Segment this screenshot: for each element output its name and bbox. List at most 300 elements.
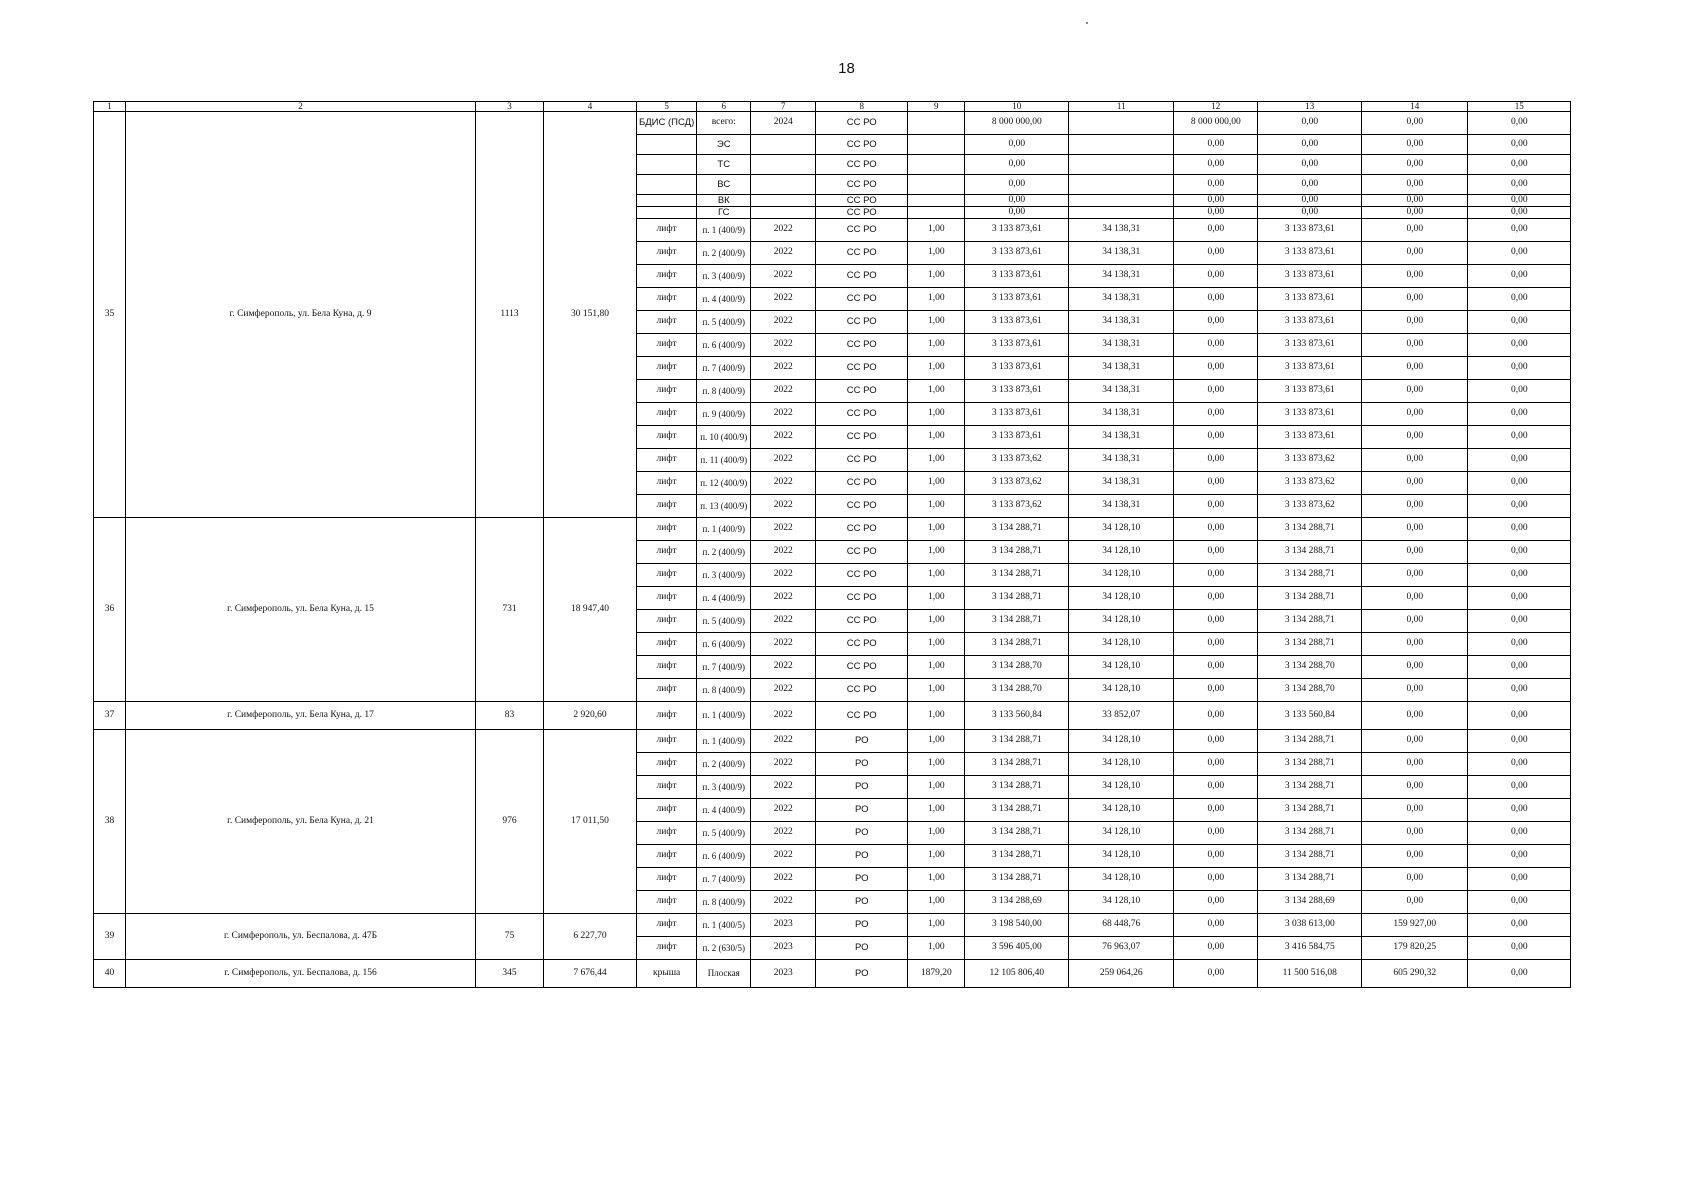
funding-source: СС РО [816, 426, 908, 449]
year: 2022 [751, 564, 816, 587]
volume: 1,00 [908, 633, 965, 656]
unit-cost: 34 138,31 [1069, 449, 1174, 472]
work-detail: всего: [697, 112, 751, 135]
year [751, 195, 816, 207]
building-area: 7 676,44 [544, 960, 637, 988]
cost-col14: 0,00 [1362, 219, 1468, 242]
volume: 1,00 [908, 518, 965, 541]
cost-total: 3 134 288,71 [965, 753, 1069, 776]
work-type: лифт [637, 403, 697, 426]
volume: 1,00 [908, 334, 965, 357]
year: 2023 [751, 960, 816, 988]
cost-col12: 0,00 [1174, 845, 1258, 868]
cost-total: 3 134 288,71 [965, 633, 1069, 656]
work-detail: п. 6 (400/9) [697, 334, 751, 357]
cost-col14: 0,00 [1362, 799, 1468, 822]
cost-col12: 0,00 [1174, 587, 1258, 610]
work-type: лифт [637, 799, 697, 822]
cost-col12: 0,00 [1174, 610, 1258, 633]
building-area: 18 947,40 [544, 518, 637, 702]
cost-col12: 0,00 [1174, 702, 1258, 730]
cost-col13: 3 133 873,61 [1258, 403, 1362, 426]
cost-total: 3 133 873,61 [965, 265, 1069, 288]
cost-col14: 0,00 [1362, 403, 1468, 426]
year: 2022 [751, 495, 816, 518]
volume: 1,00 [908, 891, 965, 914]
cost-col13: 3 416 584,75 [1258, 937, 1362, 960]
work-detail: п. 9 (400/9) [697, 403, 751, 426]
funding-source: СС РО [816, 679, 908, 702]
building-address: г. Симферополь, ул. Бела Куна, д. 17 [126, 702, 476, 730]
cost-col12: 0,00 [1174, 730, 1258, 753]
work-detail: п. 1 (400/9) [697, 702, 751, 730]
work-detail: п. 3 (400/9) [697, 564, 751, 587]
work-type: лифт [637, 822, 697, 845]
cost-total: 0,00 [965, 155, 1069, 175]
year: 2022 [751, 868, 816, 891]
year [751, 135, 816, 155]
cost-col15: 0,00 [1468, 914, 1571, 937]
cost-col14: 0,00 [1362, 776, 1468, 799]
cost-col15: 0,00 [1468, 195, 1571, 207]
volume: 1,00 [908, 799, 965, 822]
volume: 1,00 [908, 311, 965, 334]
year: 2022 [751, 822, 816, 845]
cost-col12: 0,00 [1174, 937, 1258, 960]
work-type: лифт [637, 610, 697, 633]
cost-total: 3 134 288,71 [965, 822, 1069, 845]
unit-cost: 34 128,10 [1069, 730, 1174, 753]
cost-col15: 0,00 [1468, 633, 1571, 656]
cost-col13: 3 134 288,71 [1258, 799, 1362, 822]
cost-col12: 0,00 [1174, 914, 1258, 937]
work-detail: п. 2 (400/9) [697, 541, 751, 564]
work-type: лифт [637, 587, 697, 610]
col-header: 2 [126, 102, 476, 112]
year: 2022 [751, 219, 816, 242]
table-row [94, 960, 1571, 988]
cost-total: 3 134 288,71 [965, 587, 1069, 610]
cost-col12: 0,00 [1174, 753, 1258, 776]
cost-total: 3 198 540,00 [965, 914, 1069, 937]
unit-cost [1069, 135, 1174, 155]
cost-total: 3 134 288,71 [965, 518, 1069, 541]
funding-source: СС РО [816, 155, 908, 175]
cost-col15: 0,00 [1468, 891, 1571, 914]
cost-col14: 0,00 [1362, 610, 1468, 633]
cost-col13: 11 500 516,08 [1258, 960, 1362, 988]
volume: 1,00 [908, 730, 965, 753]
work-type: лифт [637, 495, 697, 518]
unit-cost [1069, 112, 1174, 135]
cost-col14: 0,00 [1362, 265, 1468, 288]
col-header: 14 [1362, 102, 1468, 112]
unit-cost: 34 128,10 [1069, 587, 1174, 610]
cost-total: 0,00 [965, 207, 1069, 219]
cost-total: 12 105 806,40 [965, 960, 1069, 988]
cost-col15: 0,00 [1468, 472, 1571, 495]
volume: 1,00 [908, 845, 965, 868]
funding-source: СС РО [816, 518, 908, 541]
cost-total: 3 134 288,71 [965, 564, 1069, 587]
funding-source: СС РО [816, 207, 908, 219]
volume: 1,00 [908, 495, 965, 518]
funding-source: СС РО [816, 587, 908, 610]
cost-col13: 3 133 873,61 [1258, 242, 1362, 265]
cost-col13: 3 133 873,61 [1258, 311, 1362, 334]
cost-col13: 3 134 288,70 [1258, 679, 1362, 702]
funding-source: РО [816, 845, 908, 868]
building-area: 2 920,60 [544, 702, 637, 730]
year: 2022 [751, 845, 816, 868]
work-type: лифт [637, 288, 697, 311]
cost-col14: 179 820,25 [1362, 937, 1468, 960]
cost-col12: 0,00 [1174, 472, 1258, 495]
work-type: лифт [637, 891, 697, 914]
unit-cost: 34 138,31 [1069, 265, 1174, 288]
cost-col13: 0,00 [1258, 195, 1362, 207]
work-type: лифт [637, 656, 697, 679]
scan-speck [1086, 22, 1088, 24]
cost-col13: 0,00 [1258, 135, 1362, 155]
funding-source: СС РО [816, 288, 908, 311]
volume: 1,00 [908, 702, 965, 730]
apartments-count: 83 [476, 702, 544, 730]
funding-source: РО [816, 914, 908, 937]
cost-total: 3 133 873,61 [965, 288, 1069, 311]
cost-col15: 0,00 [1468, 219, 1571, 242]
building-area: 30 151,80 [544, 112, 637, 518]
year: 2022 [751, 334, 816, 357]
cost-col14: 0,00 [1362, 112, 1468, 135]
volume: 1,00 [908, 587, 965, 610]
cost-total: 3 134 288,71 [965, 868, 1069, 891]
work-detail: п. 1 (400/9) [697, 518, 751, 541]
cost-col12: 0,00 [1174, 403, 1258, 426]
cost-total: 3 134 288,71 [965, 776, 1069, 799]
volume [908, 155, 965, 175]
col-header: 12 [1174, 102, 1258, 112]
work-type: лифт [637, 357, 697, 380]
year: 2023 [751, 937, 816, 960]
cost-col15: 0,00 [1468, 541, 1571, 564]
cost-col14: 0,00 [1362, 195, 1468, 207]
work-type: лифт [637, 914, 697, 937]
building-area: 6 227,70 [544, 914, 637, 960]
volume: 1,00 [908, 288, 965, 311]
cost-total: 0,00 [965, 135, 1069, 155]
cost-col14: 605 290,32 [1362, 960, 1468, 988]
unit-cost: 34 128,10 [1069, 679, 1174, 702]
work-type: лифт [637, 334, 697, 357]
cost-col12: 0,00 [1174, 265, 1258, 288]
year: 2022 [751, 357, 816, 380]
cost-col12: 0,00 [1174, 449, 1258, 472]
cost-col13: 3 134 288,71 [1258, 564, 1362, 587]
funding-source: СС РО [816, 219, 908, 242]
volume: 1,00 [908, 610, 965, 633]
cost-col15: 0,00 [1468, 380, 1571, 403]
volume: 1879,20 [908, 960, 965, 988]
cost-col13: 0,00 [1258, 175, 1362, 195]
unit-cost: 34 138,31 [1069, 311, 1174, 334]
cost-col12: 0,00 [1174, 334, 1258, 357]
work-detail: п. 8 (400/9) [697, 380, 751, 403]
cost-col15: 0,00 [1468, 288, 1571, 311]
year: 2022 [751, 426, 816, 449]
work-detail: п. 4 (400/9) [697, 587, 751, 610]
cost-col13: 3 133 873,62 [1258, 449, 1362, 472]
cost-total: 3 134 288,71 [965, 845, 1069, 868]
cost-col14: 0,00 [1362, 426, 1468, 449]
funding-source: СС РО [816, 311, 908, 334]
cost-total: 3 134 288,71 [965, 610, 1069, 633]
work-type: крыша [637, 960, 697, 988]
cost-col13: 3 134 288,71 [1258, 776, 1362, 799]
work-detail: п. 7 (400/9) [697, 868, 751, 891]
cost-col14: 0,00 [1362, 891, 1468, 914]
row-number: 39 [94, 914, 126, 960]
cost-col12: 0,00 [1174, 541, 1258, 564]
work-detail: п. 10 (400/9) [697, 426, 751, 449]
cost-col14: 0,00 [1362, 679, 1468, 702]
funding-source: СС РО [816, 357, 908, 380]
cost-col14: 0,00 [1362, 380, 1468, 403]
year: 2022 [751, 449, 816, 472]
volume: 1,00 [908, 914, 965, 937]
year: 2022 [751, 799, 816, 822]
year: 2022 [751, 891, 816, 914]
volume: 1,00 [908, 868, 965, 891]
col-header: 1 [94, 102, 126, 112]
funding-source: СС РО [816, 702, 908, 730]
apartments-count: 75 [476, 914, 544, 960]
table-row [94, 518, 1571, 541]
cost-col15: 0,00 [1468, 155, 1571, 175]
year: 2022 [751, 753, 816, 776]
year: 2022 [751, 518, 816, 541]
work-detail: п. 13 (400/9) [697, 495, 751, 518]
year: 2022 [751, 472, 816, 495]
volume [908, 195, 965, 207]
cost-col14: 0,00 [1362, 518, 1468, 541]
cost-col13: 3 133 873,61 [1258, 219, 1362, 242]
cost-col14: 0,00 [1362, 242, 1468, 265]
work-detail: п. 2 (630/5) [697, 937, 751, 960]
volume [908, 175, 965, 195]
work-detail: п. 6 (400/9) [697, 845, 751, 868]
funding-source: РО [816, 776, 908, 799]
cost-col14: 0,00 [1362, 822, 1468, 845]
cost-total: 3 133 873,61 [965, 403, 1069, 426]
cost-col15: 0,00 [1468, 495, 1571, 518]
cost-total: 3 134 288,69 [965, 891, 1069, 914]
unit-cost: 259 064,26 [1069, 960, 1174, 988]
cost-col13: 3 133 873,62 [1258, 472, 1362, 495]
funding-source: РО [816, 822, 908, 845]
unit-cost: 34 138,31 [1069, 219, 1174, 242]
funding-source: СС РО [816, 449, 908, 472]
volume: 1,00 [908, 679, 965, 702]
cost-col13: 3 134 288,71 [1258, 730, 1362, 753]
cost-col14: 0,00 [1362, 288, 1468, 311]
cost-col12: 0,00 [1174, 633, 1258, 656]
cost-col14: 0,00 [1362, 564, 1468, 587]
building-address: г. Симферополь, ул. Беспалова, д. 47Б [126, 914, 476, 960]
volume [908, 112, 965, 135]
cost-col14: 0,00 [1362, 730, 1468, 753]
work-type: лифт [637, 541, 697, 564]
cost-total: 3 133 873,61 [965, 219, 1069, 242]
unit-cost: 34 128,10 [1069, 868, 1174, 891]
work-type: лифт [637, 633, 697, 656]
cost-total: 3 133 873,61 [965, 357, 1069, 380]
cost-total: 3 133 560,84 [965, 702, 1069, 730]
cost-total: 3 133 873,62 [965, 495, 1069, 518]
cost-col14: 0,00 [1362, 357, 1468, 380]
cost-total: 3 133 873,61 [965, 334, 1069, 357]
unit-cost [1069, 195, 1174, 207]
cost-col15: 0,00 [1468, 679, 1571, 702]
cost-total: 0,00 [965, 175, 1069, 195]
work-detail: п. 3 (400/9) [697, 265, 751, 288]
col-header: 9 [908, 102, 965, 112]
cost-col12: 0,00 [1174, 799, 1258, 822]
cost-col12: 0,00 [1174, 891, 1258, 914]
building-address: г. Симферополь, ул. Бела Куна, д. 15 [126, 518, 476, 702]
row-number: 40 [94, 960, 126, 988]
work-type: лифт [637, 426, 697, 449]
unit-cost: 34 138,31 [1069, 472, 1174, 495]
unit-cost: 33 852,07 [1069, 702, 1174, 730]
cost-col12: 0,00 [1174, 495, 1258, 518]
unit-cost: 34 138,31 [1069, 380, 1174, 403]
cost-col15: 0,00 [1468, 730, 1571, 753]
cost-col12: 0,00 [1174, 135, 1258, 155]
table-row [94, 730, 1571, 753]
year: 2023 [751, 914, 816, 937]
work-type: лифт [637, 679, 697, 702]
work-type: лифт [637, 776, 697, 799]
unit-cost: 34 128,10 [1069, 891, 1174, 914]
funding-source: РО [816, 753, 908, 776]
cost-col15: 0,00 [1468, 311, 1571, 334]
work-type: лифт [637, 702, 697, 730]
cost-col12: 0,00 [1174, 311, 1258, 334]
table-row [94, 702, 1571, 730]
cost-col12: 0,00 [1174, 776, 1258, 799]
work-detail: п. 5 (400/9) [697, 822, 751, 845]
work-detail: ГС [697, 207, 751, 219]
cost-col13: 3 134 288,71 [1258, 633, 1362, 656]
funding-source: СС РО [816, 610, 908, 633]
volume: 1,00 [908, 776, 965, 799]
work-type [637, 195, 697, 207]
cost-col12: 0,00 [1174, 288, 1258, 311]
col-header: 7 [751, 102, 816, 112]
row-number: 35 [94, 112, 126, 518]
work-type: лифт [637, 242, 697, 265]
volume [908, 207, 965, 219]
volume: 1,00 [908, 265, 965, 288]
funding-source: РО [816, 891, 908, 914]
unit-cost [1069, 155, 1174, 175]
year: 2022 [751, 242, 816, 265]
volume: 1,00 [908, 564, 965, 587]
apartments-count: 345 [476, 960, 544, 988]
cost-col14: 0,00 [1362, 449, 1468, 472]
work-type: лифт [637, 472, 697, 495]
unit-cost: 34 138,31 [1069, 334, 1174, 357]
cost-col14: 0,00 [1362, 311, 1468, 334]
cost-col14: 0,00 [1362, 135, 1468, 155]
year: 2022 [751, 730, 816, 753]
cost-col12: 0,00 [1174, 822, 1258, 845]
year: 2022 [751, 776, 816, 799]
apartments-count: 976 [476, 730, 544, 914]
cost-col13: 3 134 288,69 [1258, 891, 1362, 914]
cost-col15: 0,00 [1468, 242, 1571, 265]
work-detail: п. 2 (400/9) [697, 242, 751, 265]
unit-cost: 34 138,31 [1069, 242, 1174, 265]
unit-cost: 34 128,10 [1069, 753, 1174, 776]
funding-source: СС РО [816, 403, 908, 426]
unit-cost [1069, 175, 1174, 195]
work-detail: п. 4 (400/9) [697, 288, 751, 311]
unit-cost: 34 128,10 [1069, 541, 1174, 564]
funding-source: СС РО [816, 541, 908, 564]
cost-col15: 0,00 [1468, 753, 1571, 776]
cost-col13: 3 134 288,71 [1258, 587, 1362, 610]
cost-col13: 3 133 873,61 [1258, 426, 1362, 449]
cost-col15: 0,00 [1468, 702, 1571, 730]
work-detail: Плоская [697, 960, 751, 988]
unit-cost: 34 138,31 [1069, 495, 1174, 518]
unit-cost [1069, 207, 1174, 219]
year: 2022 [751, 311, 816, 334]
funding-source: РО [816, 730, 908, 753]
cost-total: 3 134 288,71 [965, 730, 1069, 753]
work-detail: п. 7 (400/9) [697, 357, 751, 380]
work-detail: п. 8 (400/9) [697, 891, 751, 914]
unit-cost: 34 138,31 [1069, 357, 1174, 380]
cost-col13: 3 133 873,61 [1258, 357, 1362, 380]
work-detail: п. 1 (400/9) [697, 730, 751, 753]
cost-col12: 0,00 [1174, 219, 1258, 242]
cost-col12: 0,00 [1174, 357, 1258, 380]
cost-col13: 3 134 288,70 [1258, 656, 1362, 679]
work-type: БДИС (ПСД) [637, 112, 697, 135]
cost-col15: 0,00 [1468, 610, 1571, 633]
col-header: 5 [637, 102, 697, 112]
cost-col15: 0,00 [1468, 426, 1571, 449]
year: 2022 [751, 702, 816, 730]
cost-total: 3 133 873,62 [965, 449, 1069, 472]
cost-col14: 0,00 [1362, 868, 1468, 891]
cost-col14: 0,00 [1362, 541, 1468, 564]
year: 2022 [751, 403, 816, 426]
cost-col14: 0,00 [1362, 587, 1468, 610]
cost-col14: 159 927,00 [1362, 914, 1468, 937]
cost-col15: 0,00 [1468, 518, 1571, 541]
volume: 1,00 [908, 753, 965, 776]
cost-col13: 3 133 873,62 [1258, 495, 1362, 518]
cost-col14: 0,00 [1362, 207, 1468, 219]
cost-col13: 3 133 560,84 [1258, 702, 1362, 730]
work-detail: ТС [697, 155, 751, 175]
cost-col12: 0,00 [1174, 175, 1258, 195]
cost-col14: 0,00 [1362, 472, 1468, 495]
